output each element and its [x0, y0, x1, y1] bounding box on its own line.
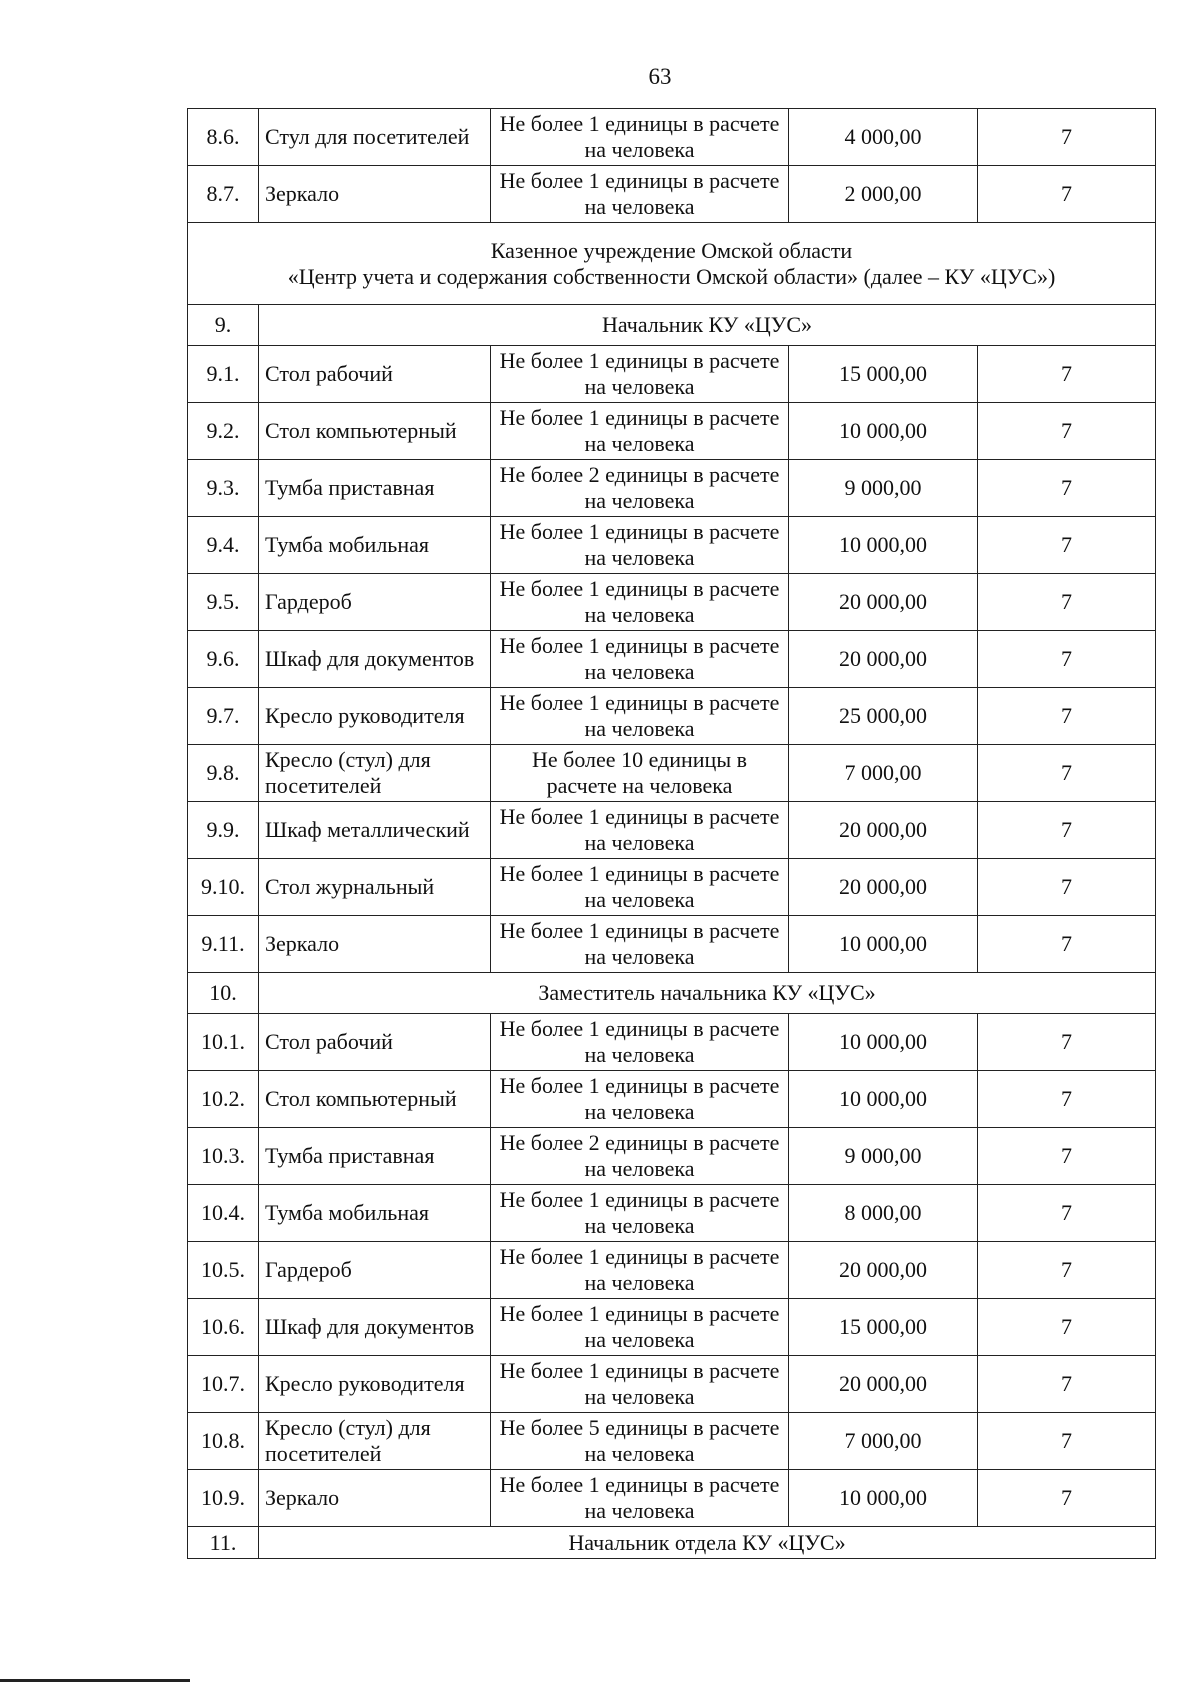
table-row: [188, 403, 1156, 460]
item-price: 10 000,00: [789, 1014, 978, 1071]
table-row: [188, 1470, 1156, 1527]
item-quantity: Не более 1 единицы в расчете на человека: [491, 631, 789, 688]
item-quantity: Не более 1 единицы в расчете на человека: [491, 1014, 789, 1071]
item-name: Зеркало: [259, 916, 491, 973]
bottom-scan-line: [0, 1679, 190, 1682]
table-row: [188, 517, 1156, 574]
item-name: Кресло руководителя: [259, 688, 491, 745]
item-price: 9 000,00: [789, 460, 978, 517]
item-quantity: Не более 1 единицы в расчете на человека: [491, 688, 789, 745]
item-term: 7: [978, 802, 1156, 859]
item-price: 20 000,00: [789, 1356, 978, 1413]
item-price: 20 000,00: [789, 574, 978, 631]
item-name: Кресло (стул) для посетителей: [259, 1413, 491, 1470]
organization-line-2: «Центр учета и содержания собственности Омской области» (далее – КУ «ЦУС»): [287, 263, 1056, 289]
item-quantity: Не более 1 единицы в расчете на человека: [491, 1299, 789, 1356]
section-title: Начальник отдела КУ «ЦУС»: [259, 1527, 1156, 1559]
item-name: Тумба приставная: [259, 1128, 491, 1185]
item-quantity: Не более 2 единицы в расчете на человека: [491, 1128, 789, 1185]
item-price: 7 000,00: [789, 745, 978, 802]
row-number: 10.1.: [188, 1014, 259, 1071]
organization-title: [188, 223, 1156, 305]
item-price: 10 000,00: [789, 517, 978, 574]
item-quantity: Не более 1 единицы в расчете на человека: [491, 1071, 789, 1128]
item-name: Стол журнальный: [259, 859, 491, 916]
item-name: Зеркало: [259, 166, 491, 223]
row-number: 9.7.: [188, 688, 259, 745]
item-term: 7: [978, 517, 1156, 574]
item-price: 2 000,00: [789, 166, 978, 223]
item-quantity: Не более 1 единицы в расчете на человека: [491, 859, 789, 916]
table-row: [188, 859, 1156, 916]
table-row: [188, 109, 1156, 166]
table-row: [188, 1185, 1156, 1242]
item-price: 8 000,00: [789, 1185, 978, 1242]
item-term: 7: [978, 859, 1156, 916]
item-price: 9 000,00: [789, 1128, 978, 1185]
row-number: 10.5.: [188, 1242, 259, 1299]
table-row: [188, 1242, 1156, 1299]
page-number: 63: [648, 64, 672, 89]
row-number: 9.8.: [188, 745, 259, 802]
item-quantity: Не более 1 единицы в расчете на человека: [491, 1185, 789, 1242]
item-quantity: Не более 1 единицы в расчете на человека: [491, 916, 789, 973]
row-number: 9.5.: [188, 574, 259, 631]
item-term: 7: [978, 109, 1156, 166]
item-quantity: Не более 1 единицы в расчете на человека: [491, 517, 789, 574]
organization-line-1: Казенное учреждение Омской области: [490, 237, 853, 263]
item-price: 10 000,00: [789, 1470, 978, 1527]
item-term: 7: [978, 688, 1156, 745]
item-quantity: Не более 1 единицы в расчете на человека: [491, 574, 789, 631]
item-term: 7: [978, 1413, 1156, 1470]
item-term: 7: [978, 1356, 1156, 1413]
section-number: 9.: [188, 305, 259, 346]
row-number: 10.4.: [188, 1185, 259, 1242]
item-term: 7: [978, 1242, 1156, 1299]
row-number: 8.6.: [188, 109, 259, 166]
row-number: 9.4.: [188, 517, 259, 574]
section-number: 11.: [188, 1527, 259, 1559]
item-quantity: Не более 1 единицы в расчете на человека: [491, 109, 789, 166]
item-term: 7: [978, 460, 1156, 517]
table-row: [188, 1014, 1156, 1071]
item-name: Шкаф металлический: [259, 802, 491, 859]
row-number: 9.6.: [188, 631, 259, 688]
item-term: 7: [978, 631, 1156, 688]
item-name: Тумба мобильная: [259, 517, 491, 574]
row-number: 10.7.: [188, 1356, 259, 1413]
item-price: 10 000,00: [789, 1071, 978, 1128]
item-name: Шкаф для документов: [259, 631, 491, 688]
item-price: 20 000,00: [789, 1242, 978, 1299]
section-title: Заместитель начальника КУ «ЦУС»: [259, 973, 1156, 1014]
item-quantity: Не более 1 единицы в расчете на человека: [491, 1470, 789, 1527]
table-row: [188, 574, 1156, 631]
item-name: Кресло (стул) для посетителей: [259, 745, 491, 802]
item-name: Гардероб: [259, 1242, 491, 1299]
item-quantity: Не более 1 единицы в расчете на человека: [491, 1242, 789, 1299]
row-number: 9.9.: [188, 802, 259, 859]
item-term: 7: [978, 574, 1156, 631]
table-row: [188, 631, 1156, 688]
item-quantity: Не более 1 единицы в расчете на человека: [491, 403, 789, 460]
table-row: [188, 166, 1156, 223]
section-header-row: [188, 305, 1156, 346]
section-title: Начальник КУ «ЦУС»: [259, 305, 1156, 346]
row-number: 9.1.: [188, 346, 259, 403]
item-term: 7: [978, 1185, 1156, 1242]
table-row: [188, 745, 1156, 802]
item-term: 7: [978, 1470, 1156, 1527]
table-row: [188, 688, 1156, 745]
item-quantity: Не более 1 единицы в расчете на человека: [491, 1356, 789, 1413]
item-name: Тумба приставная: [259, 460, 491, 517]
item-quantity: Не более 1 единицы в расчете на человека: [491, 346, 789, 403]
table-row: [188, 346, 1156, 403]
item-name: Стул для посетителей: [259, 109, 491, 166]
item-quantity: Не более 5 единицы в расчете на человека: [491, 1413, 789, 1470]
item-price: 20 000,00: [789, 631, 978, 688]
item-name: Тумба мобильная: [259, 1185, 491, 1242]
item-quantity: Не более 10 единицы в расчете на человека: [491, 745, 789, 802]
item-term: 7: [978, 916, 1156, 973]
table-row: [188, 802, 1156, 859]
item-price: 4 000,00: [789, 109, 978, 166]
section-header-row: [188, 973, 1156, 1014]
table-row: [188, 460, 1156, 517]
furniture-norms-table: [187, 108, 1156, 1559]
item-name: Шкаф для документов: [259, 1299, 491, 1356]
table-row: [188, 1071, 1156, 1128]
item-term: 7: [978, 1014, 1156, 1071]
item-price: 10 000,00: [789, 403, 978, 460]
section-number: 10.: [188, 973, 259, 1014]
row-number: 9.11.: [188, 916, 259, 973]
item-price: 25 000,00: [789, 688, 978, 745]
organization-header-row: [188, 223, 1156, 305]
item-name: Стол компьютерный: [259, 403, 491, 460]
row-number: 9.2.: [188, 403, 259, 460]
row-number: 10.3.: [188, 1128, 259, 1185]
row-number: 10.8.: [188, 1413, 259, 1470]
row-number: 10.9.: [188, 1470, 259, 1527]
table-row: [188, 1299, 1156, 1356]
item-name: Зеркало: [259, 1470, 491, 1527]
item-price: 20 000,00: [789, 859, 978, 916]
table-row: [188, 916, 1156, 973]
item-quantity: Не более 2 единицы в расчете на человека: [491, 460, 789, 517]
item-price: 10 000,00: [789, 916, 978, 973]
table-row: [188, 1356, 1156, 1413]
table-row: [188, 1128, 1156, 1185]
item-name: Гардероб: [259, 574, 491, 631]
item-name: Стол рабочий: [259, 1014, 491, 1071]
item-name: Стол рабочий: [259, 346, 491, 403]
item-quantity: Не более 1 единицы в расчете на человека: [491, 802, 789, 859]
item-term: 7: [978, 166, 1156, 223]
table-row: [188, 1413, 1156, 1470]
item-price: 20 000,00: [789, 802, 978, 859]
row-number: 8.7.: [188, 166, 259, 223]
row-number: 10.6.: [188, 1299, 259, 1356]
item-term: 7: [978, 346, 1156, 403]
item-term: 7: [978, 1128, 1156, 1185]
item-price: 15 000,00: [789, 346, 978, 403]
item-name: Стол компьютерный: [259, 1071, 491, 1128]
item-term: 7: [978, 745, 1156, 802]
section-header-row: [188, 1527, 1156, 1559]
item-term: 7: [978, 1071, 1156, 1128]
row-number: 9.10.: [188, 859, 259, 916]
item-quantity: Не более 1 единицы в расчете на человека: [491, 166, 789, 223]
row-number: 9.3.: [188, 460, 259, 517]
item-term: 7: [978, 1299, 1156, 1356]
row-number: 10.2.: [188, 1071, 259, 1128]
item-name: Кресло руководителя: [259, 1356, 491, 1413]
item-price: 7 000,00: [789, 1413, 978, 1470]
item-term: 7: [978, 403, 1156, 460]
item-price: 15 000,00: [789, 1299, 978, 1356]
